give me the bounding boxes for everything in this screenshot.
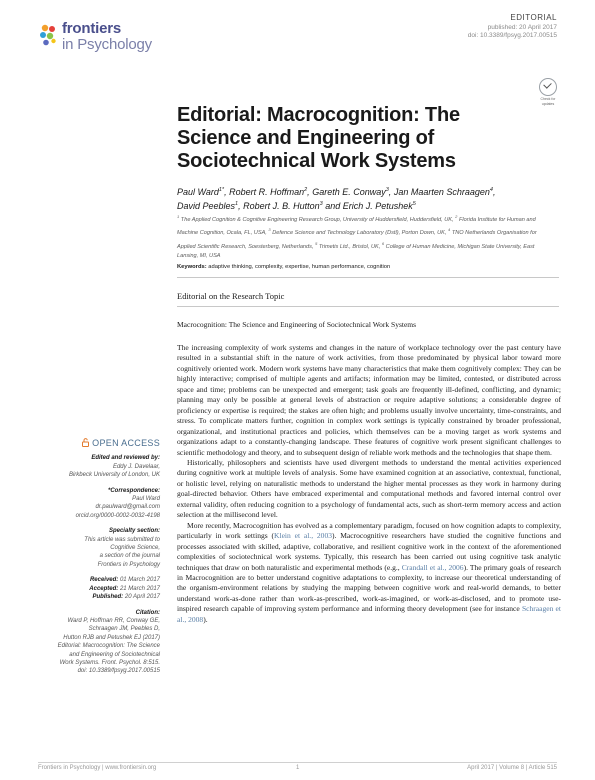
footer-journal-link[interactable]: Frontiers in Psychology | www.frontiersin.org	[38, 765, 157, 771]
journal-logo[interactable]	[38, 20, 188, 56]
author-name[interactable]: David Peebles	[177, 201, 236, 211]
edited-by-label: Edited and reviewed by:	[91, 455, 160, 462]
published-date-sidebar: 20 April 2017	[124, 594, 160, 601]
article-info-sidebar	[38, 438, 160, 676]
specialty-line: a section of the journal	[99, 553, 160, 560]
affiliation-text: The Applied Cognition & Cognitive Engineering Research Group, University of Huddersfield, Huddersfield, UK,	[180, 216, 454, 223]
published-date: published: 20 April 2017	[487, 24, 557, 31]
received-row	[38, 576, 160, 584]
body-text: ).	[203, 614, 208, 624]
specialty-line: This article was submitted to	[84, 536, 160, 543]
published-row	[38, 593, 160, 601]
body-text: ). Macrocognitive researchers have studied the cognitive functions and processes associated with skilled, adaptive, collaborative, and resilient cognitive work in the context of the aforementioned complexities of sociotechnical work systems. Typically, this research has been carried out using cognitive task analytic techniques that draw on both naturalistic and experimental methods (e.g.,	[177, 531, 561, 572]
article-type-label: EDITORIAL	[510, 13, 557, 22]
check-updates-label-2: updates	[541, 102, 555, 106]
citation-line: Editorial: Macrocognition: The Science	[57, 643, 160, 650]
affil-sup: 2	[455, 214, 458, 219]
article-body	[177, 337, 561, 625]
body-paragraph: Historically, philosophers and scientists have used divergent methods to understand the mental activities experienced during cognitive work at multiple levels of analysis. Some have examined cognition at an associative, contextual, functional, or holistic level, relying on naturalistic methods to understand the higher mental processes as they work in harmony during goal-directed behavior. Others have embraced experimental and computational methods and favored internal control over external validity, often reducing cognition to a psychology of fundamental acts, such as short-term memory access and action selection at the millisecond level.	[177, 457, 561, 520]
received-date: 01 March 2017	[119, 577, 160, 584]
logo-wordmark-frontiers: frontiers	[62, 20, 122, 37]
affil-sup: 6	[381, 240, 385, 246]
divider	[177, 306, 559, 307]
author-affil-sup: 3	[319, 201, 323, 207]
citation-link[interactable]: Crandall et al., 2006	[401, 562, 464, 572]
author-affil-sup: 4	[489, 187, 493, 193]
citation-line: and Engineering of Sociotechnical	[69, 651, 160, 658]
check-updates-label-1: Check for	[540, 97, 556, 101]
keywords	[177, 264, 537, 270]
author-affil-sup: 3	[385, 187, 389, 193]
body-text: More recently, Macrocognition has evolved as a complementary paradigm, focused on how cognition adapts to complexity, particularly in work settings (	[177, 520, 561, 541]
author-list: Paul Ward$^{1*}$, Robert R. Hoffman$^2$, Gareth E. Conway$^3$, Jan Maarten Schraagen$^4$, David Peebles$^1$, Robert J. B. Hutton$^3$ and Erich J. Petushek$^5$	[177, 187, 496, 211]
citation-link[interactable]: Schraagen et al., 2008	[177, 604, 561, 624]
specialty-line: Cognitive Science,	[110, 545, 160, 552]
accepted-row	[38, 585, 160, 593]
author-affil-sup: 5	[412, 201, 416, 207]
footer-issue-info: April 2017 | Volume 8 | Article 515	[467, 765, 557, 771]
author-name[interactable]: Paul Ward	[177, 187, 219, 197]
body-text: ). The primary goals of research in Macrocognition are to better understand cognitive adaptations to complexity, to increase our theoretical understanding of the organism-environment relations by studying the mapping between cognitive work and real-world demands, to better understand work-as-done rather than work-as-prescribed, work-as-imagined, or work-as-disclosed, and to promote use-inspired research capable of improving system performance and informing theory development (see for instance	[177, 562, 561, 614]
keywords-list: adaptive thinking, complexity, expertise, human performance, cognition	[208, 264, 391, 270]
research-topic-link[interactable]: Macrocognition: The Science and Engineering of Sociotechnical Work Systems	[177, 320, 417, 329]
citation-line: Work Systems. Front. Psychol. 8:515.	[59, 659, 160, 666]
doi-link[interactable]: doi: 10.3389/fpsyg.2017.00515	[467, 32, 557, 39]
author-name[interactable]: Robert J. B. Hutton	[243, 201, 320, 211]
affiliation-text: TNO Netherlands Organisation for Applied Scientific Research, Soesterberg, Netherlands,	[177, 230, 537, 250]
correspondence-email[interactable]: dr.paulward@gmail.com	[95, 504, 160, 511]
correspondence-orcid[interactable]: orcid.org/0000-0002-0032-4198	[75, 512, 160, 519]
accepted-label: Accepted:	[89, 585, 119, 592]
affiliation-text: Defence Science and Technology Laboratory (Dstl), Porton Down, UK,	[272, 230, 447, 237]
editor-name[interactable]: Eddy J. Davelaar,	[112, 463, 160, 470]
open-access-badge	[38, 438, 160, 447]
body-paragraph: The increasing complexity of work systems and changes in the nature of workplace technology over the past century have resulted in a substantial shift in the nature of work activities, from those predominated by physical labor toward more cognitively oriented work. Modern work systems have many characteristics that make them cognitively complex: They can be highly interactive; comprised of multiple agents and artifacts; information may be limited, contested, or distributed across space and time; problems can be unexpected and emergent; task goals are frequently ill-defined, conflicting, and dynamic; planning may only be possible at general levels of abstraction or require adaptive solutions; a considerable degree of proficiency or expertise is required; the stakes are often high; and problems usually involve uncertainty, time-constraints, and stress. To complicate matters further, cognition in complex work settings is typically constrained by broader professional, organizational, and institutional practices and policies, which themselves can be a moving target as work systems and organizations adapt to a constantly-changing landscape. These features of cognitive work present significant challenges to scientific methodology and theory, and to subsequent design of reliable work methods and the technologies that shape them.	[177, 343, 561, 457]
author-affil-sup: 2	[304, 187, 308, 193]
published-label: Published:	[92, 594, 124, 601]
citation-label: Citation:	[135, 609, 160, 616]
author-affil-sup: 1	[235, 201, 239, 207]
author-name[interactable]: Robert R. Hoffman	[229, 187, 305, 197]
citation-line: Schraagen JM, Peebles D,	[88, 626, 160, 633]
correspondence-label: *Correspondence:	[107, 487, 160, 494]
citation-doi[interactable]: doi: 10.3389/fpsyg.2017.00515	[77, 668, 160, 675]
article-title: Editorial: Macrocognition: The Science and Engineering of Sociotechnical Work Systems	[177, 104, 460, 172]
author-name[interactable]: Erich J. Petushek	[342, 201, 413, 211]
author-name[interactable]: Jan Maarten Schraagen	[393, 187, 490, 197]
affiliation-text: College of Human Medicine, Michigan State University, East Lansing, MI, USA	[177, 243, 535, 260]
page-number: 1	[296, 765, 300, 771]
citation-link[interactable]: Klein et al., 2003	[274, 531, 332, 541]
author-affil-sup: 1*	[218, 187, 225, 193]
received-label: Received:	[89, 577, 119, 584]
affil-sup: 1	[177, 214, 180, 219]
specialty-line: Frontiers in Psychology	[97, 561, 160, 568]
specialty-section-label: Specialty section:	[108, 528, 160, 535]
affil-sup: 4	[448, 227, 451, 233]
open-lock-icon	[82, 438, 89, 447]
affil-sup: 3	[268, 227, 271, 233]
author-name[interactable]: Gareth E. Conway	[312, 187, 386, 197]
check-for-updates-button[interactable]	[537, 78, 559, 104]
frontiers-logo-icon	[38, 23, 58, 47]
keywords-label: Keywords:	[177, 264, 207, 270]
check-updates-icon	[539, 78, 557, 96]
open-access-label: OPEN ACCESS	[92, 438, 160, 448]
citation-line: Ward P, Hoffman RR, Conway GE,	[67, 617, 160, 624]
affiliation-text: Trimetis Ltd., Bristol, UK,	[318, 243, 381, 250]
logo-wordmark-journal: in Psychology	[62, 36, 152, 53]
affil-sup: 5	[315, 240, 318, 246]
editor-affiliation: Birkbeck University of London, UK	[68, 472, 160, 479]
affiliations	[177, 212, 537, 262]
citation-line: Hutton RJB and Petushek EJ (2017)	[63, 634, 160, 641]
body-paragraph	[177, 521, 561, 626]
research-topic-label: Editorial on the Research Topic	[177, 291, 285, 301]
accepted-date: 21 March 2017	[119, 585, 160, 592]
footer-divider	[38, 762, 557, 763]
correspondence-name: Paul Ward	[132, 496, 160, 503]
affiliation-text: Florida Institute for Human and Machine Cognition, Ocala, FL, USA,	[177, 216, 536, 237]
divider	[177, 277, 559, 278]
